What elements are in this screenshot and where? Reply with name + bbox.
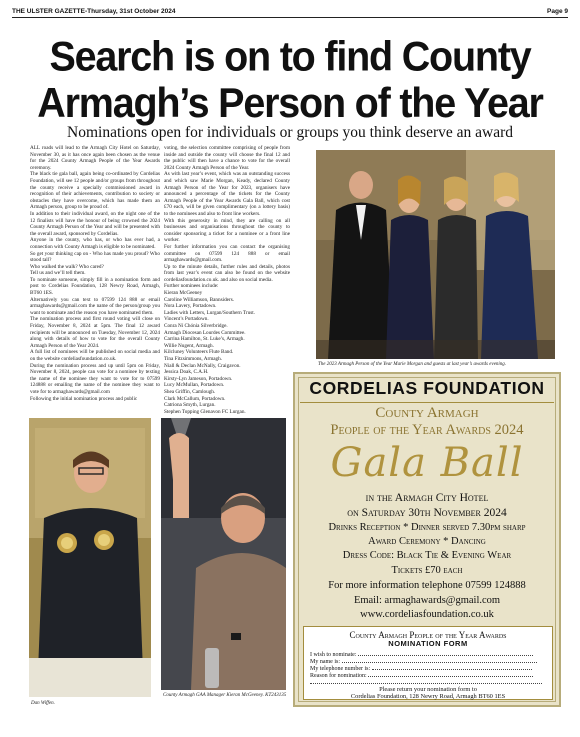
page-number: Page 9 [547,8,568,15]
nominee-item: Kirsty-Lyn Jameson, Portadown. [164,375,233,382]
gala-ball-advert [293,372,561,707]
advert-ceremony: Award Ceremony * Dancing [368,536,486,547]
nominee-item: Conra Ní Chónia Silverbridge. [164,323,228,330]
nominee-item: Carrina Hamilton, St. Luke’s, Armagh. [164,336,245,343]
paragraph: With this generosity in mind, they are calling on all businesses and organisations throughout the county to consider sponsoring a ticket for a nominee or a front line worker. [164,217,290,244]
group-photo [316,150,555,359]
nominee-item: Niall & Declan McNally, Craigavon. [164,362,241,369]
advert-email: Email: armaghawards@gmail.com [353,595,501,606]
reason-continuation-line[interactable] [310,679,542,684]
dan-wiffen-illustration [29,418,151,697]
nominee-item: Jessica Doak, C.A.H. [164,369,209,376]
name-field-line[interactable] [342,658,537,663]
dan-wiffen-caption: Dan Wiffen. [31,701,55,706]
form-subtitle: NOMINATION FORM [388,639,468,648]
paragraph: ALL roads will lead to the Armagh City Hotel on Saturday, November 30, as it has once again been chosen as the venue for the 2024 County Armagh People of the Year Awards ceremony. [30,145,160,171]
name-field[interactable] [310,658,548,665]
paragraph: Tell us and we’ll tell them. [30,270,86,277]
form-return-address: Cordelias Foundation, 128 Newry Road, Armagh BT60 1ES [350,693,506,700]
reason-extra-line[interactable] [310,679,548,686]
kieran-mcgeeney-photo [161,418,286,690]
nominee-item: Shea Griffin, Camlough. [164,388,216,395]
paragraph: For further information you can contact the organising committee on 07599 124 888 or email armaghawards@gmail.com. [164,243,290,264]
masthead-bar [12,6,568,18]
nominee-field[interactable] [310,651,548,658]
nominee-item: Vincent’s Portadown. [164,316,209,323]
advert-phone: For more information telephone 07599 124888 [328,580,526,591]
reason-field[interactable] [310,672,548,679]
paragraph: Who walked the walk? Who cared? [30,263,104,270]
advert-org-name: CORDELIAS FOUNDATION [309,378,545,398]
paragraph: voting, the selection committee comprising of people from inside and outside the county will choose the final 12 and the public will then have a chance to vote for the overall 2024 County Armagh Person of the Year. [164,145,290,171]
kieran-mcgeeney-caption: County Armagh GAA Manager Kieran McGeeney. KT243135 [163,693,287,698]
nominee-item: Caroline Williamson, Bannsiders. [164,296,235,303]
form-title: County Armagh People of the Year Awards [349,630,507,640]
paragraph: To nominate someone, simply fill in a nomination form and post to Cordelias Foundation, 128 Newry Road, Armagh, BT60 1ES. [30,276,160,297]
nominee-item: Tina Fitzsimmons, Armagh. [164,356,223,362]
advert-awards-title: People of the Year Awards 2024 [330,422,524,438]
telephone-field-line[interactable] [372,665,532,670]
masthead-text: THE ULSTER GAZETTE-Thursday, 31st October 2024 [12,8,176,15]
article-column-2 [164,145,290,417]
advert-drinks: Drinks Reception * Dinner served 7.30pm sharp [328,522,526,533]
advert-county: County Armagh [375,405,479,421]
paragraph: Up to the minute details, further rules and details, photos from last year’s event can also be found on the website cordeliasfoundation.co.uk. and also on social media. [164,263,290,283]
group-photo-caption: The 2023 Armagh Person of the Year Marie Morgan and guests at last year’s awards evening. [318,362,507,367]
advert-date: on Saturday 30th November 2024 [347,507,507,519]
nominee-field-line[interactable] [358,651,533,656]
telephone-field-label: My telephone number is: [310,666,371,672]
subheadline: Nominations open for individuals or groups you think deserve an award [67,124,513,141]
advert-tickets: Tickets £70 each [391,565,463,576]
telephone-field[interactable] [310,665,548,672]
advert-divider [300,402,554,403]
nominee-item: Kieran McGeeney [164,290,203,297]
nominee-item: Armagh Diocesan Lourdes Committee. [164,329,246,336]
nominee-item: Nora Lavery, Portadown. [164,303,217,310]
group-photo-illustration [316,150,555,359]
reason-field-line[interactable] [368,672,533,677]
paragraph: In addition to their individual award, on the night one of the 12 finalists will have the honour of being crowned the 2024 County Armagh Person of the Year and will be presented with the overall award, sponsored by Cordelias. [30,210,160,237]
advert-dress-code: Dress Code: Black Tie & Evening Wear [342,550,512,561]
paragraph: So get your thinking cap on - Who has made you proud? Who stood tall? [30,250,160,264]
headline-line-2: Armagh’s Person of the Year [37,80,543,127]
paragraph: Alternatively you can text to 07599 124 888 or email armaghawards@gmail.com the name of the person/group you want to nominate and the reason you have nominated them. [30,296,160,316]
advert-website: www.cordeliasfoundation.co.uk [360,609,494,620]
nomination-form [303,626,553,700]
paragraph: As with last year’s event, which was an outstanding success and which saw Marie Morgan, Keady, declared County Armagh Person of the Year for 2023, organisers have announced a percentage of the tickets for the County Armagh People of the Year Awards Gala Ball, which cost £70 each, will be given complimentary (on a lottery basis) to the nominees and also to front line workers. [164,171,290,217]
name-field-label: My name is: [310,659,340,665]
nominee-item: Ladies with Letters, Lurgan/Southern Trust. [164,309,255,316]
paragraph: The nomination process and first round voting will close on Friday, November 8, 2024 at 5pm. The final 12 award recipients will be announced on Tuesday, November 12, 2024 along with details of how to vote for the overall County Armagh Person of the Year 2024. [30,316,160,349]
nominee-list-heading: Further nominees include: [164,283,219,290]
nominee-item: Kilcluney Volunteers Flute Band. [164,349,234,356]
nominee-item: Stephen Topping Glenavon FC Lurgan. [164,408,246,415]
headline-line-1: Search is on to find County [49,33,531,80]
paragraph: Anyone in the county, who has, or who has ever had, a connection with County Armagh is eligible to be nominated. [30,237,160,250]
headline [12,34,568,126]
reason-field-label: Reason for nomination: [310,673,367,679]
kieran-mcgeeney-illustration [161,418,286,690]
dan-wiffen-photo [29,418,151,697]
nominee-item: Willie Nugent, Armagh. [164,342,214,349]
paragraph: The black tie gala ball, again being co-ordinated by Cordelias Foundation, will see 12 people and/or groups from throughout the county receive a specially commissioned award in recognition of their achievements, contribution to society or obstacles they have overcome, which has made them an Armagh person, group to be proud of. [30,171,160,211]
article-column-1 [30,145,160,417]
nominee-item: Clark McCallum, Portadown. [164,395,226,402]
advert-gala-ball-title: Gala Ball [330,440,524,486]
paragraph: A full list of nominees will be published on social media and on the website cordeliasfoundation.co.uk. [30,349,160,362]
form-return-instruction: Please return your nomination form to [379,686,477,693]
advert-venue: in the Armagh City Hotel [365,492,489,504]
nominee-item: Lucy McMullan, Portadown. [164,382,225,389]
paragraph: Following the initial nomination process and public [30,395,138,402]
nominee-item: Catriona Smyth, Lurgan. [164,402,216,409]
paragraph: During the nomination process and up until 5pm on Friday, November 8, 2024, people can vote for a nominee by texting the name of the nominee they want to vote for to 07599 124888 or emailing the name of the nominee they want to vote for to armaghawards@gmail.com [30,362,160,395]
nominee-field-label: I wish to nominate: [310,652,357,658]
